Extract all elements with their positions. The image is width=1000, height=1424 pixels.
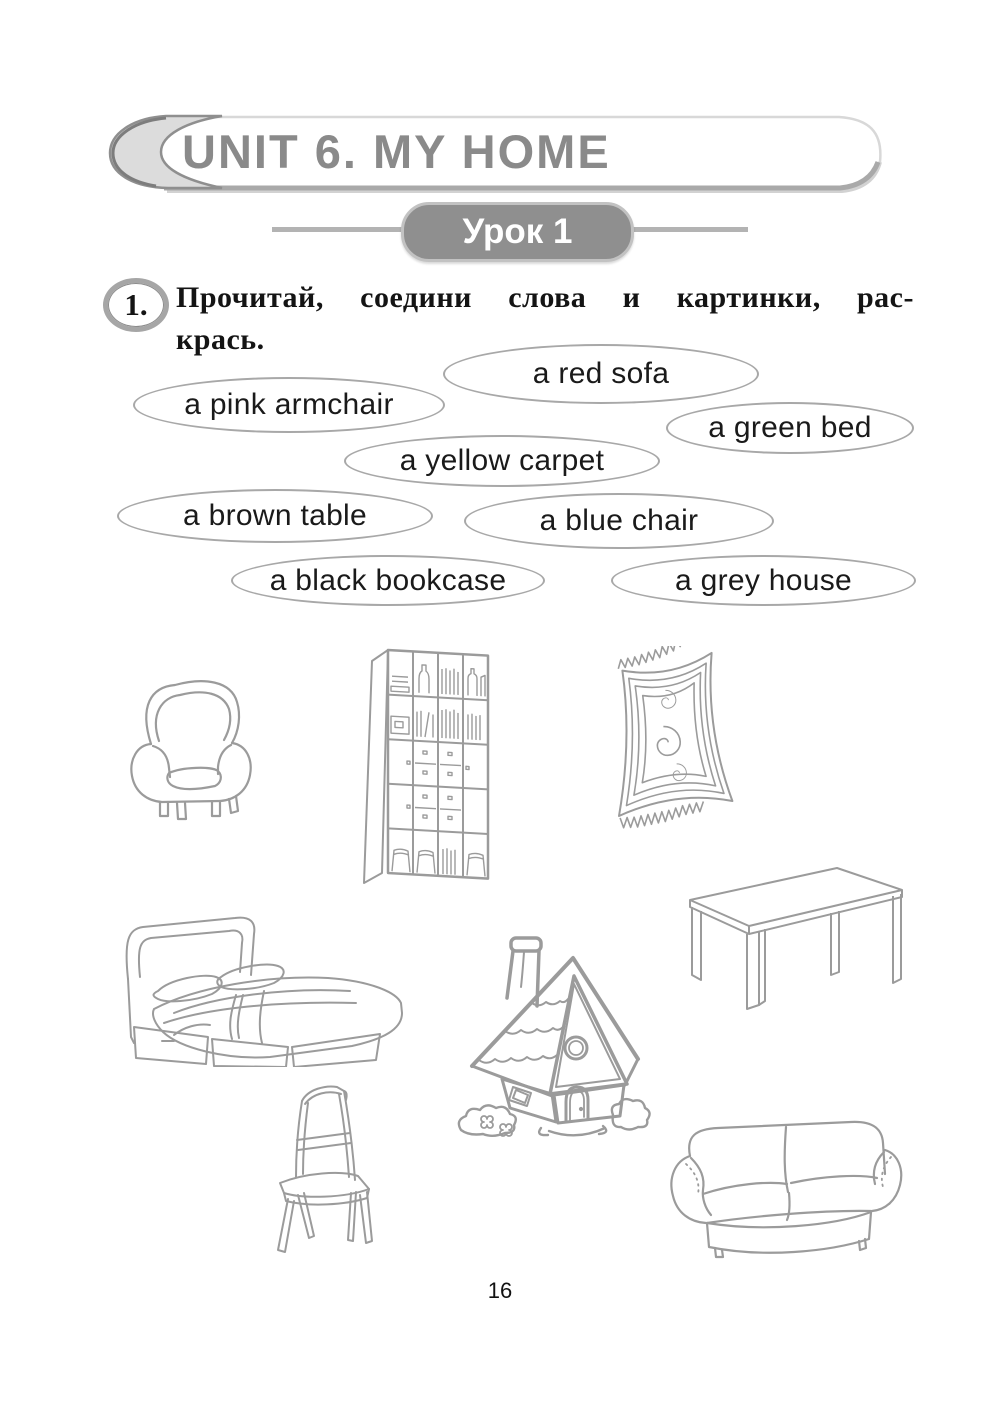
chair-drawing[interactable] <box>263 1080 379 1258</box>
word-bubble-green-bed[interactable] <box>666 402 914 454</box>
word-bubble-label: a yellow carpet <box>399 444 605 477</box>
lesson-badge-label: Урок 1 <box>462 212 573 251</box>
instruction-line-2: крась. <box>176 323 265 356</box>
table-drawing[interactable] <box>685 863 907 1013</box>
unit-title: UNIT 6. MY HOME <box>182 125 611 178</box>
word-bubble-label: a grey house <box>674 563 853 597</box>
house-drawing[interactable] <box>453 932 655 1138</box>
word-bubble-yellow-carpet[interactable] <box>344 435 660 487</box>
word-bubble-blue-chair[interactable] <box>464 493 774 549</box>
word-bubble-label: a blue chair <box>539 504 699 537</box>
word-bubble-label: a red sofa <box>532 357 670 390</box>
armchair-drawing[interactable] <box>120 672 270 827</box>
exercise-number: 1. <box>124 287 148 322</box>
bed-drawing[interactable] <box>118 915 408 1067</box>
word-bubble-grey-house[interactable] <box>611 555 916 606</box>
word-bubble-pink-armchair[interactable] <box>133 377 445 433</box>
word-bubble-black-bookcase[interactable] <box>231 555 545 606</box>
sofa-drawing[interactable] <box>663 1116 908 1263</box>
bookcase-drawing[interactable] <box>350 640 502 892</box>
word-bubble-label: a green bed <box>708 411 872 444</box>
exercise-number-badge <box>103 278 169 332</box>
word-bubble-label: a pink armchair <box>184 388 394 421</box>
word-bubble-brown-table[interactable] <box>117 489 433 543</box>
carpet-drawing[interactable] <box>602 646 747 831</box>
instruction-line-1: Прочитай, соедини слова и картинки, рас- <box>176 281 914 314</box>
page-number: 16 <box>487 1278 513 1303</box>
lesson-badge <box>401 202 634 262</box>
word-bubble-red-sofa[interactable] <box>443 344 759 404</box>
word-bubble-label: a brown table <box>182 499 368 532</box>
word-bubble-label: a black bookcase <box>269 563 507 597</box>
